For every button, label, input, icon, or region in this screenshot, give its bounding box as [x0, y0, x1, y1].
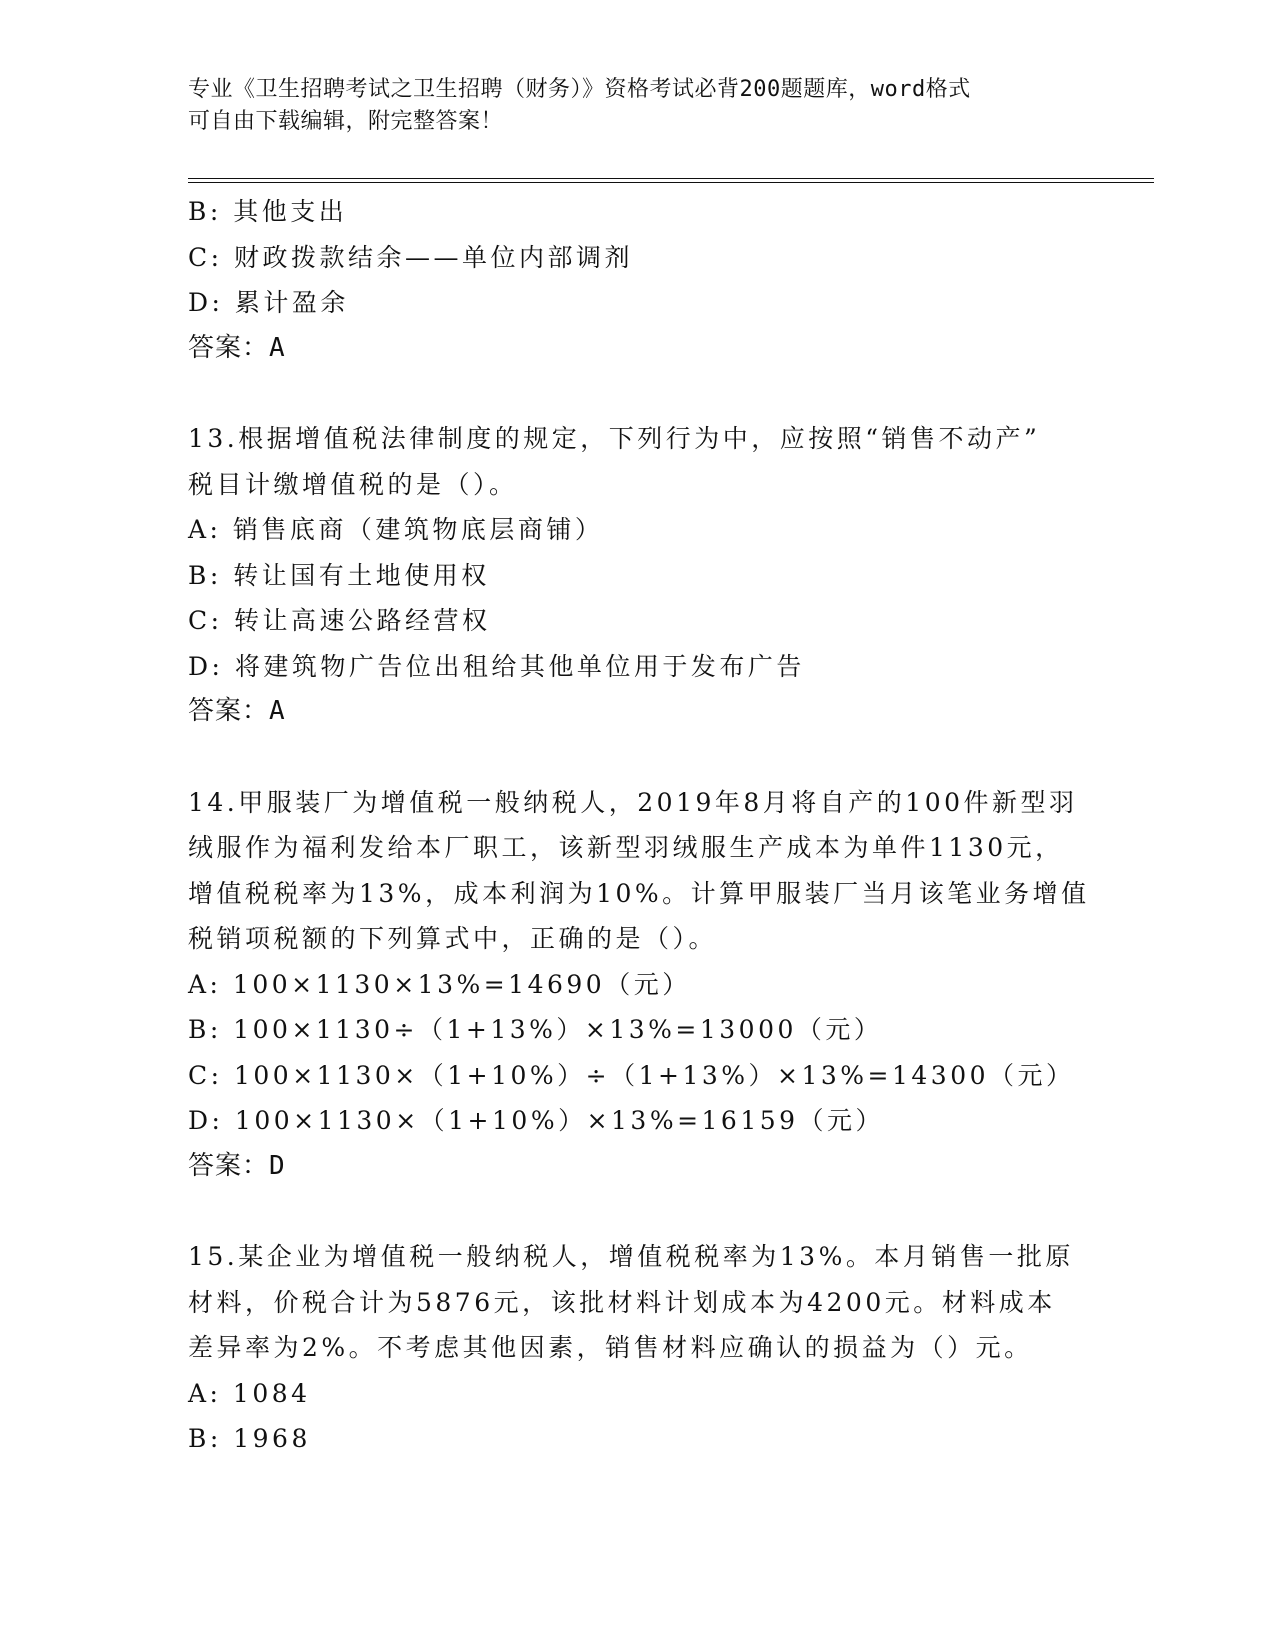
- header-title-line-1: 专业《卫生招聘考试之卫生招聘（财务）》资格考试必背200题题库，word格式: [188, 77, 971, 102]
- header-divider-bottom: [188, 182, 1154, 183]
- question-stem-line: 材料，价税合计为5876元，该批材料计划成本为4200元。材料成本: [188, 1287, 1056, 1317]
- option-a: A: 100×1130×13%=14690（元）: [188, 969, 691, 999]
- question-12: [188, 189, 1088, 371]
- spacer: [188, 371, 1088, 416]
- option-a: A: 1084: [188, 1378, 311, 1408]
- option-b: B: 100×1130÷（1+13%）×13%=13000（元）: [188, 1015, 883, 1044]
- question-14: [188, 780, 1088, 1190]
- option-d: D: 100×1130×（1+10%）×13%=16159（元）: [188, 1106, 885, 1135]
- option-a: A: 销售底商（建筑物底层商铺）: [188, 515, 604, 544]
- question-list: [188, 189, 1088, 1462]
- question-stem-line: 13.根据增值税法律制度的规定，下列行为中，应按照“销售不动产”: [188, 424, 1041, 453]
- question-stem-line: 税目计缴增值税的是（）。: [188, 469, 518, 499]
- answer-label: 答案：A: [188, 696, 286, 726]
- question-stem-line: 税销项税额的下列算式中，正确的是（）。: [188, 924, 718, 953]
- option-b: B: 转让国有土地使用权: [188, 560, 490, 590]
- answer-label: 答案：A: [188, 332, 286, 363]
- question-stem-line: 增值税税率为13%，成本利润为10%。计算甲服装厂当月该笔业务增值: [188, 878, 1090, 908]
- option-d: D: 累计盈余: [188, 288, 349, 317]
- spacer: [188, 735, 1088, 780]
- option-b: B: 1968: [188, 1424, 311, 1453]
- header-title-line-2: 可自由下载编辑，附完整答案！: [188, 109, 504, 134]
- document-header: [188, 74, 1088, 138]
- question-stem-line: 15.某企业为增值税一般纳税人，增值税税率为13%。本月销售一批原: [188, 1242, 1074, 1271]
- question-stem-line: 绒服作为福利发给本厂职工，该新型羽绒服生产成本为单件1130元，: [188, 833, 1064, 862]
- question-stem-line: 14.甲服装厂为增值税一般纳税人，2019年8月将自产的100件新型羽: [188, 787, 1078, 817]
- option-d: D: 将建筑物广告位出租给其他单位用于发布广告: [188, 651, 805, 681]
- answer-label: 答案：D: [188, 1150, 286, 1181]
- option-c: C: 转让高速公路经营权: [188, 606, 491, 635]
- question-13: [188, 416, 1088, 735]
- option-c: C: 100×1130×（1+10%）÷（1+13%）×13%=14300（元）: [188, 1060, 1075, 1090]
- header-divider-top: [188, 178, 1154, 179]
- spacer: [188, 1189, 1088, 1234]
- option-b: B: 其他支出: [188, 197, 348, 226]
- question-stem-line: 差异率为2%。不考虑其他因素，销售材料应确认的损益为（）元。: [188, 1333, 1033, 1362]
- option-c: C: 财政拨款结余——单位内部调剂: [188, 242, 633, 272]
- question-15: [188, 1234, 1088, 1462]
